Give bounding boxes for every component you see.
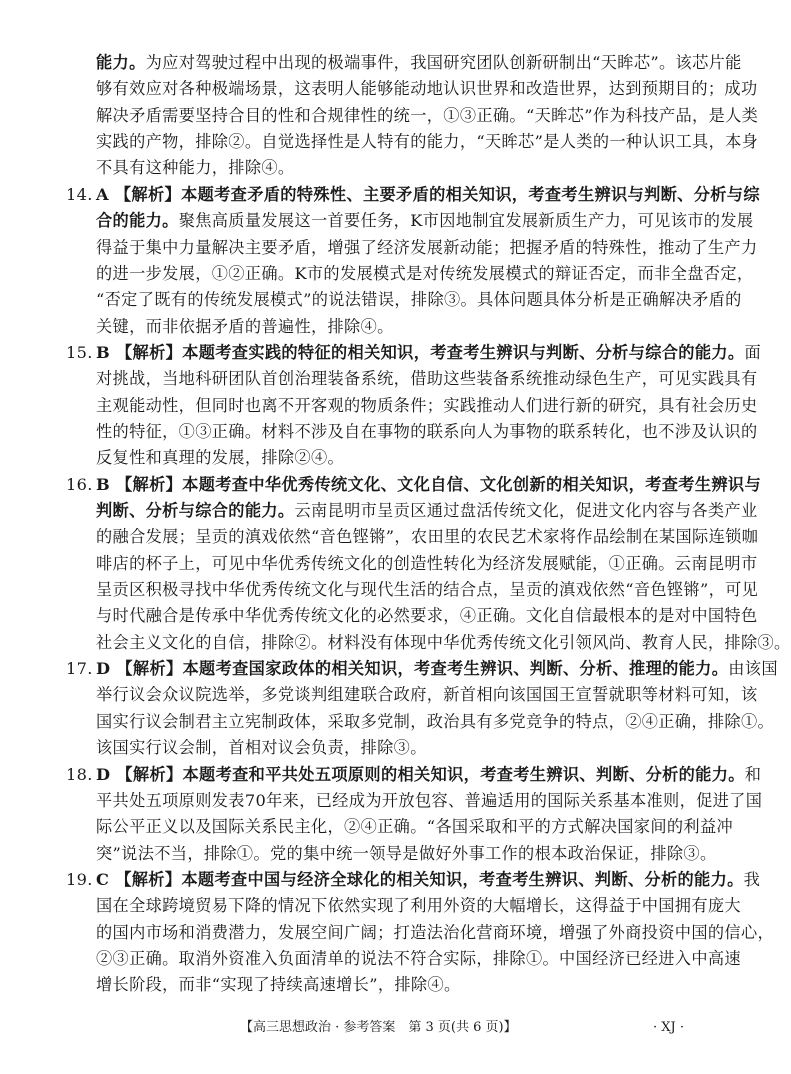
text-segment: 突”说法不当，排除①。党的集中统一领导是做好外事工作的根本政治保证，排除③。 — [96, 843, 717, 863]
question-number: 15. — [66, 342, 93, 362]
text-line — [96, 788, 762, 814]
text-line — [96, 656, 778, 682]
text-line — [96, 577, 758, 603]
text-segment: 该国实行议会制，首相对议会负责，排除③。 — [96, 738, 427, 758]
text-segment: 反复性和真理的发展，排除②④。 — [96, 448, 345, 468]
text-segment: 聚焦高质量发展这一首要任务，K市因地制宜发展新质生产力，可见该市的发展 — [178, 211, 754, 231]
text-line — [96, 76, 758, 102]
text-line — [96, 524, 758, 550]
text-line — [96, 129, 758, 155]
question-number: 19. — [66, 869, 93, 889]
text-line — [96, 261, 753, 287]
text-segment: 增长阶段，而非“实现了持续高速增长”，排除④。 — [96, 975, 461, 995]
text-segment: 主观能动性，但同时也离不开客观的物质条件；实践推动人们进行新的研究，具有社会历史 — [96, 395, 758, 415]
text-segment: 实践的产物，排除②。自觉选择性是人特有的能力，“天眸芯”是人类的一种认识工具，本身 — [96, 132, 759, 152]
text-segment: 举行议会众议院选举，多党谈判组建联合政府，新首相向该国国王宣誓就职等材料可知，该 — [96, 685, 758, 705]
bold-text-segment: B 【解析】本题考查中华优秀传统文化、文化自信、文化创新的相关知识，考查考生辨识与 — [96, 474, 761, 494]
text-segment: 和 — [744, 764, 762, 784]
bold-text-segment: C 【解析】本题考查中国与经济全球化的相关知识，考查考生辨识、判断、分析的能力。 — [96, 869, 744, 889]
text-line — [96, 208, 753, 234]
page-footer — [0, 1017, 764, 1039]
text-segment: 际公平正义以及国际关系民主化，②④正确。“各国采取和平的方式解决国家间的利益冲 — [96, 817, 734, 837]
text-segment: 平共处五项原则发表70年来，已经成为开放包容、普遍适用的国际关系基本准则，促进了国 — [96, 790, 763, 810]
text-line — [96, 867, 760, 893]
text-segment: 云南昆明市呈贡区通过盘活传统文化，促进文化内容与各类产业 — [294, 501, 758, 520]
text-line — [96, 182, 760, 208]
text-segment: 解决矛盾需要坚持合目的性和合规律性的统一，①③正确。“天眸芯”作为科技产品，是人类 — [96, 105, 759, 125]
text-segment: 呈贡区积极寻找中华优秀传统文化与现代生活的结合点，呈贡的滇戏依然“音色铿锵”，可见 — [96, 580, 759, 599]
bold-text-segment: 判断、分析与综合的能力。 — [96, 501, 295, 520]
text-segment: 关键，而非依据矛盾的普遍性，排除④。 — [96, 316, 394, 336]
text-segment: 得益于集中力量解决主要矛盾，增强了经济发展新动能；把握矛盾的特殊性，推动了生产力 — [96, 237, 758, 257]
bold-text-segment: D 【解析】本题考查和平共处五项原则的相关知识，考查考生辨识、判断、分析的能力。 — [96, 764, 745, 784]
text-line — [96, 735, 427, 761]
text-segment: “否定了既有的传统发展模式”的说法错误，排除③。具体问题具体分析是正确解决矛盾的 — [96, 290, 742, 310]
question-number: 14. — [66, 184, 93, 204]
text-line — [96, 709, 774, 735]
text-line — [96, 314, 394, 340]
text-segment: 国实行议会制君主立宪制政体，采取多党制，政治具有多党竞争的特点，②④正确，排除①。 — [96, 711, 775, 731]
question-number: 16. — [66, 474, 93, 494]
text-segment: 啡店的杯子上，可见中华优秀传统文化的创造性转化为经济发展赋能，①正确。云南昆明市 — [96, 553, 758, 573]
text-line — [96, 972, 461, 998]
text-segment: 性的特征，①③正确。材料不涉及自在事物的联系向人为事物的联系转化，也不涉及认识的 — [96, 421, 758, 441]
text-line — [96, 103, 758, 129]
text-line — [96, 551, 758, 577]
question-number: 18. — [66, 764, 93, 784]
text-segment: 面 — [744, 342, 761, 362]
text-segment: 国在全球跨境贸易下降的情况下依然实现了利用外资的大幅增长，这得益于中国拥有庞大 — [96, 896, 741, 916]
text-line — [96, 419, 758, 445]
text-line — [96, 366, 758, 392]
bold-text-segment: A 【解析】本题考查矛盾的特殊性、主要矛盾的相关知识，考查考生辨识与判断、分析与综 — [96, 184, 760, 204]
bold-text-segment: 能力。 — [96, 53, 146, 72]
footer-page-info: 【高三思想政治 · 参考答案 第 3 页(共 6 页)】 — [240, 1020, 517, 1035]
text-line — [96, 762, 761, 788]
text-segment: 为应对驾驶过程中出现的极端事件，我国研究团队创新研制出“天眸芯”。该芯片能 — [145, 53, 742, 72]
text-segment: 我 — [743, 869, 761, 889]
text-segment: 不具有这种能力，排除④。 — [96, 158, 295, 178]
text-line — [96, 472, 761, 498]
text-segment: ②③正确。取消外资准入负面清单的说法不符合实际，排除①。中国经济已经进入中高速 — [96, 948, 741, 968]
text-segment: 的进一步发展，①②正确。K市的发展模式是对传统发展模式的辩证否定，而非全盘否定， — [96, 263, 754, 283]
text-segment: 由该国 — [728, 659, 778, 679]
text-line — [96, 340, 761, 366]
bold-text-segment: 合的能力。 — [96, 211, 179, 231]
text-line — [96, 893, 741, 919]
text-line — [96, 603, 758, 629]
text-line — [96, 946, 741, 972]
text-line — [96, 155, 294, 181]
text-segment: 的国内市场和消费潜力，发展空间广阔；打造法治化营商环境，增强了外商投资中国的信心， — [96, 922, 775, 942]
text-line — [96, 393, 758, 419]
text-segment: 对挑战，当地科研团队首创治理装备系统，借助这些装备系统推动绿色生产，可见实践具有 — [96, 369, 758, 389]
text-line — [96, 287, 742, 313]
question-number: 17. — [66, 659, 93, 679]
text-line — [96, 682, 758, 708]
text-segment: 的融合发展；呈贡的滇戏依然“音色铿锵”，农田里的农民艺术家将作品绘制在某国际连锁咖 — [96, 527, 759, 547]
text-line — [96, 841, 717, 867]
footer-region-code: · XJ · — [653, 1020, 684, 1035]
text-segment: 社会主义文化的自信，排除②。材料没有体现中华优秀传统文化引领风尚、教育人民，排除③。 — [96, 632, 791, 652]
text-line — [96, 50, 742, 76]
text-line — [96, 445, 344, 471]
text-line — [96, 498, 758, 524]
bold-text-segment: B 【解析】本题考查实践的特征的相关知识，考查考生辨识与判断、分析与综合的能力。 — [96, 342, 745, 362]
bold-text-segment: D 【解析】本题考查国家政体的相关知识，考查考生辨识、判断、分析、推理的能力。 — [96, 659, 729, 679]
text-line — [96, 630, 791, 656]
text-segment: 够有效应对各种极端场景，这表明人能够能动地认识世界和改造世界，达到预期目的；成功 — [96, 79, 758, 99]
text-line — [96, 814, 733, 840]
text-segment: 与时代融合是传承中华优秀传统文化的必然要求，④正确。文化自信最根本的是对中国特色 — [96, 606, 758, 626]
text-line — [96, 235, 758, 261]
text-line — [96, 920, 774, 946]
